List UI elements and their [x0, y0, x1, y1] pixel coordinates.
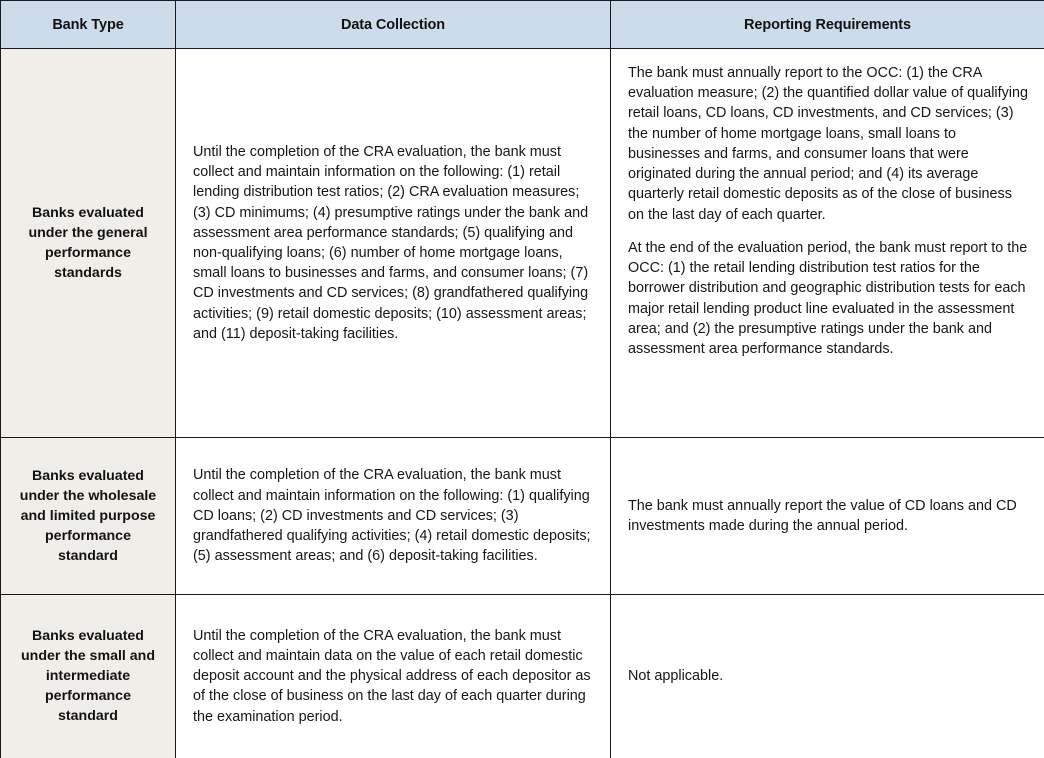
table-header-row — [1, 1, 1044, 49]
paragraph: At the end of the evaluation period, the bank must report to the OCC: (1) the retail lending distribution test ratios for the borrower distribution and geographic distribution tests for each major retail lending product line evaluated in the assessment area; and (2) the presumptive ratings under the bank and assessment area performance standards. — [628, 238, 1028, 359]
table-header — [1, 1, 1044, 49]
paragraph: The bank must annually report the value of CD loans and CD investments made during the annual period. — [628, 496, 1028, 536]
cell-bank-type: Banks evaluated under the general performance standards — [1, 49, 176, 438]
column-header-bank-type: Bank Type — [1, 1, 176, 49]
paragraph: Until the completion of the CRA evaluation, the bank must collect and maintain information on the following: (1) retail lending distribution test ratios; (2) CRA evaluation measures; (3) CD minimums; (4) presumptive ratings under the bank and assessment area performance standards; (5) qualifying and non-qualifying loans; (6) number of home mortgage loans, small loans to businesses and farms, and consumer loans; (7) CD investments and CD services; (8) grandfathered qualifying activities; (9) retail domestic deposits; (10) assessment areas; and (11) deposit-taking facilities. — [193, 142, 594, 344]
cell-reporting-requirements — [611, 438, 1044, 595]
paragraph: Until the completion of the CRA evaluation, the bank must collect and maintain information on the following: (1) qualifying CD loans; (2) CD investments and CD services; (3) grandfathered qualifying activities; (4) retail domestic deposits; (5) assessment areas; and (6) deposit-taking facilities. — [193, 465, 594, 566]
cell-bank-type: Banks evaluated under the wholesale and limited purpose performance standard — [1, 438, 176, 595]
table-row — [1, 49, 1044, 438]
paragraph: Until the completion of the CRA evaluation, the bank must collect and maintain data on the value of each retail domestic deposit account and the physical address of each depositor as of the close of business on the last day of each quarter during the examination period. — [193, 626, 594, 727]
table-body — [1, 49, 1044, 758]
table-row — [1, 438, 1044, 595]
cell-data-collection — [176, 438, 611, 595]
table-row — [1, 595, 1044, 758]
cell-reporting-requirements — [611, 49, 1044, 438]
column-header-data-collection: Data Collection — [176, 1, 611, 49]
cell-data-collection — [176, 595, 611, 758]
paragraph: The bank must annually report to the OCC: (1) the CRA evaluation measure; (2) the quantified dollar value of qualifying retail loans, CD loans, CD investments, and CD services; (3) the number of home mortgage loans, small loans to businesses and farms, and consumer loans that were originated during the annual period; and (4) its average quarterly retail domestic deposits as of the close of business on the last day of each quarter. — [628, 63, 1028, 225]
cell-reporting-requirements — [611, 595, 1044, 758]
cell-bank-type: Banks evaluated under the small and intermediate performance standard — [1, 595, 176, 758]
cell-data-collection — [176, 49, 611, 438]
column-header-reporting-requirements: Reporting Requirements — [611, 1, 1044, 49]
paragraph: Not applicable. — [628, 666, 1028, 686]
